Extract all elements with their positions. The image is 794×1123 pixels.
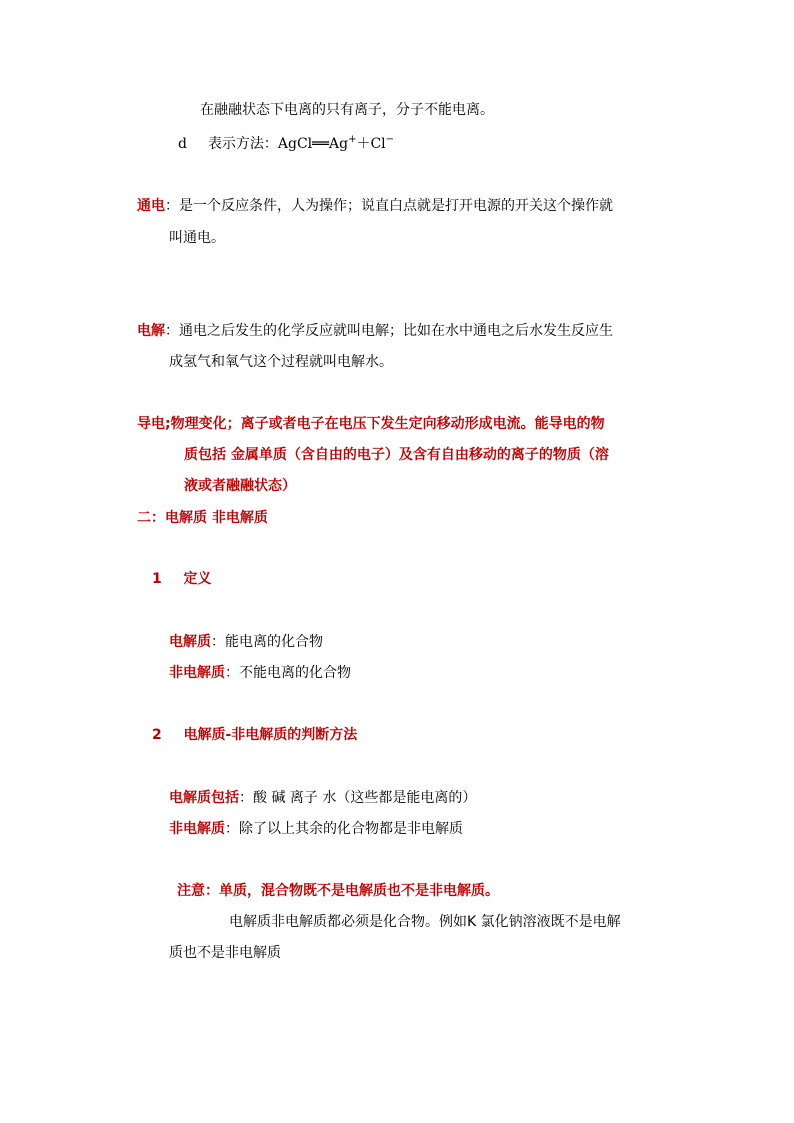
dianjie-term: 电解 xyxy=(137,323,165,339)
ionization-note xyxy=(200,100,494,120)
electrolyte-includes-term: 电解质包括 xyxy=(169,790,239,806)
daodian-text-1: 导电;物理变化；离子或者电子在电压下发生定向移动形成电流。能导电的物 xyxy=(137,416,605,432)
tongdian-definition xyxy=(137,196,613,216)
representation-line xyxy=(178,134,394,154)
dianjie-text: ：通电之后发生的化学反应就叫电解；比如在水中通电之后水发生反应生 xyxy=(165,323,613,339)
subsection-2-number: 2 xyxy=(152,727,162,743)
formula-cl-charge: − xyxy=(385,134,395,145)
electrolyte-includes-text: ：酸 碱 离子 水（这些都是能电离的） xyxy=(239,790,477,806)
note-line xyxy=(177,881,499,901)
tongdian-text-2: 叫通电。 xyxy=(169,230,225,246)
formula-plus: ＋ xyxy=(356,136,371,152)
nonelectrolyte-rule-text: ：除了以上其余的化合物都是非电解质 xyxy=(225,821,463,837)
note-paragraph-line-1 xyxy=(229,912,621,932)
dianjie-text-2: 成氢气和氧气这个过程就叫电解水。 xyxy=(169,354,393,370)
electrolyte-definition-text: ：能电离的化合物 xyxy=(211,634,323,650)
subsection-2-title: 电解质-非电解质的判断方法 xyxy=(183,727,358,743)
nonelectrolyte-definition-text: ：不能电离的化合物 xyxy=(225,665,351,681)
formula-ag: Ag xyxy=(329,136,349,152)
note-text: 注意：单质，混合物既不是电解质也不是非电解质。 xyxy=(177,883,499,899)
nonelectrolyte-rule xyxy=(169,819,463,839)
subsection-1-number: 1 xyxy=(152,571,162,587)
tongdian-continuation xyxy=(169,228,225,248)
electrolyte-term: 电解质 xyxy=(169,634,211,650)
ionization-note-text: 在融融状态下电离的只有离子，分子不能电离。 xyxy=(200,102,494,118)
note-paragraph-line-2 xyxy=(169,943,281,963)
daodian-continuation-1 xyxy=(184,445,609,465)
tongdian-term: 通电 xyxy=(137,198,165,214)
subsection-1-heading xyxy=(152,569,212,589)
section-heading-text: 二：电解质 非电解质 xyxy=(137,510,268,526)
dianjie-continuation xyxy=(169,352,393,372)
formula-lhs: AgCl xyxy=(277,136,313,152)
subsection-2-heading xyxy=(152,725,357,745)
nonelectrolyte-rule-term: 非电解质 xyxy=(169,821,225,837)
note-paragraph-text-1: 电解质非电解质都必须是化合物。例如K 氯化钠溶液既不是电解 xyxy=(229,914,621,930)
daodian-text-2: 质包括 金属单质（含自由的电子）及含有自由移动的离子的物质（溶 xyxy=(184,447,609,463)
daodian-continuation-2 xyxy=(184,476,296,496)
nonelectrolyte-definition xyxy=(169,663,351,683)
formula-arrow: ══ xyxy=(312,136,329,152)
electrolyte-includes xyxy=(169,788,476,808)
daodian-definition xyxy=(137,414,605,434)
d-marker: d xyxy=(178,136,187,152)
representation-label: 表示方法： xyxy=(207,136,278,152)
section-heading xyxy=(137,508,268,528)
formula-ag-charge: + xyxy=(348,134,357,145)
electrolyte-definition xyxy=(169,632,323,652)
nonelectrolyte-term: 非电解质 xyxy=(169,665,225,681)
subsection-1-title: 定义 xyxy=(183,571,212,587)
note-paragraph-text-2: 质也不是非电解质 xyxy=(169,945,281,961)
formula-cl: Cl xyxy=(370,136,386,152)
dianjie-definition xyxy=(137,321,613,341)
daodian-text-3: 液或者融融状态） xyxy=(184,478,296,494)
tongdian-text: ：是一个反应条件，人为操作；说直白点就是打开电源的开关这个操作就 xyxy=(165,198,613,214)
